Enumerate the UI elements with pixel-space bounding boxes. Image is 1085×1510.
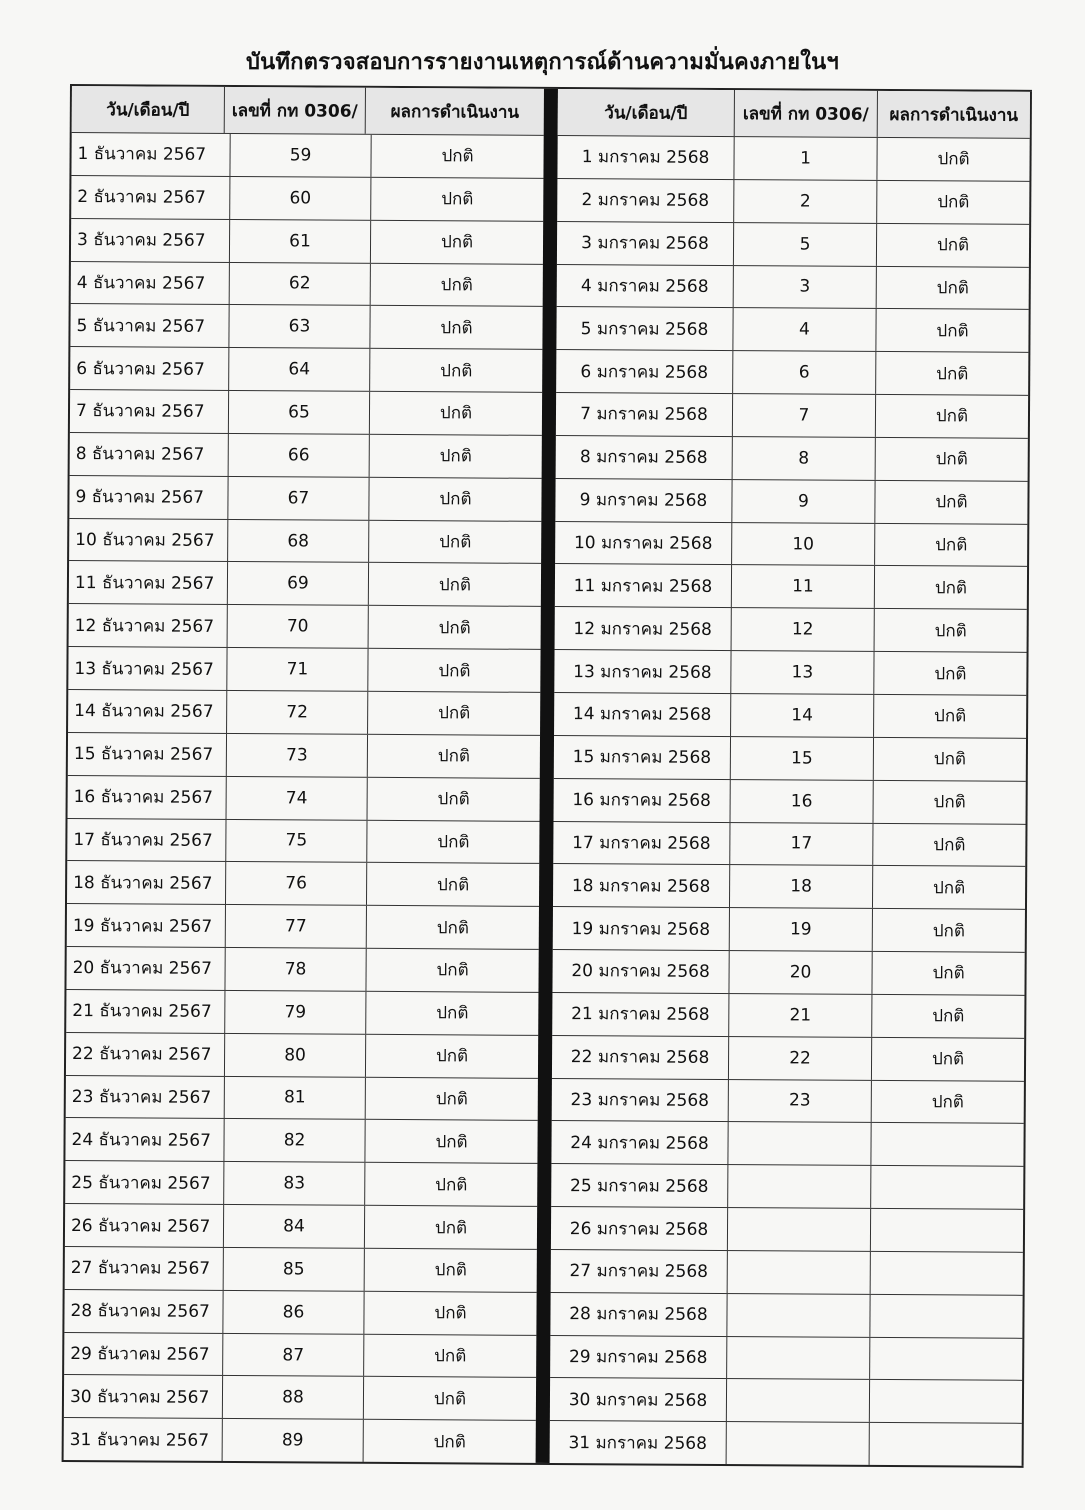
row-date: 9 ธันวาคม 2567: [75, 487, 205, 508]
december-section: [62, 86, 544, 1463]
table-row: [553, 906, 1025, 952]
row-result: ปกติ: [368, 478, 541, 521]
row-result: ปกติ: [368, 520, 541, 563]
row-result: ปกติ: [369, 306, 542, 349]
row-number: 15: [730, 737, 873, 780]
row-number: 23: [728, 1080, 871, 1123]
row-date: 14 ธันวาคม 2567: [74, 701, 214, 723]
row-date: 10 ธันวาคม 2567: [75, 530, 215, 551]
table-row: [67, 860, 539, 906]
table-row: [555, 563, 1027, 609]
row-number: 76: [225, 862, 366, 905]
row-result: ปกติ: [872, 866, 1025, 909]
table-row: [550, 1420, 1022, 1466]
table-row: [551, 1120, 1023, 1166]
table-row: [64, 1332, 536, 1378]
row-number: 5: [733, 223, 876, 266]
row-date: 26 ธันวาคม 2567: [70, 1215, 211, 1237]
row-date: 16 ธันวาคม 2567: [73, 787, 214, 808]
row-result: ปกติ: [369, 392, 542, 435]
row-date: 27 มกราคม 2568: [569, 1261, 709, 1283]
table-header-row: [72, 86, 544, 135]
row-result: ปกติ: [367, 777, 540, 820]
row-result: ปกติ: [364, 1163, 537, 1206]
table-row: [66, 946, 538, 992]
table-row: [70, 389, 542, 435]
row-date: 6 มกราคม 2568: [580, 361, 709, 383]
row-date: 21 มกราคม 2568: [571, 1004, 710, 1026]
table-row: [552, 1078, 1024, 1124]
row-date: 6 ธันวาคม 2567: [76, 358, 205, 380]
table-row: [66, 1075, 538, 1121]
row-number: 61: [229, 220, 370, 263]
incident-log-table: [62, 84, 1032, 1468]
row-result: ปกติ: [363, 1292, 536, 1335]
table-row: [552, 949, 1024, 995]
table-row: [67, 903, 539, 949]
table-row: [550, 1377, 1022, 1423]
table-row: [556, 392, 1028, 438]
row-result: ปกติ: [873, 781, 1026, 824]
row-result: ปกติ: [871, 1080, 1024, 1123]
row-number: 73: [226, 734, 367, 777]
table-row: [71, 218, 543, 264]
row-result: [870, 1209, 1023, 1252]
row-result: ปกติ: [370, 263, 543, 306]
row-number: 69: [227, 562, 368, 605]
table-row: [69, 603, 541, 649]
header-result: ผลการดำเนินงาน: [877, 91, 1030, 138]
row-date: 25 มกราคม 2568: [569, 1175, 709, 1197]
row-number: 85: [223, 1248, 364, 1291]
row-result: ปกติ: [367, 735, 540, 778]
row-number: 9: [731, 480, 874, 523]
row-result: [869, 1423, 1022, 1466]
table-row: [552, 1035, 1024, 1081]
row-number: [726, 1422, 869, 1465]
table-row: [550, 1292, 1022, 1338]
row-number: 86: [222, 1291, 363, 1334]
row-number: 84: [223, 1205, 364, 1248]
row-result: ปกติ: [370, 221, 543, 264]
january-section: [550, 89, 1032, 1466]
row-result: ปกติ: [365, 949, 538, 992]
row-result: ปกติ: [876, 181, 1029, 224]
table-row: [555, 521, 1027, 567]
table-row: [553, 863, 1025, 909]
row-result: ปกติ: [363, 1420, 536, 1463]
row-date: 22 มกราคม 2568: [570, 1047, 710, 1069]
row-result: ปกติ: [875, 309, 1028, 352]
row-number: 70: [227, 605, 368, 648]
table-row: [68, 646, 540, 692]
row-result: ปกติ: [367, 692, 540, 735]
row-number: 82: [223, 1119, 364, 1162]
row-date: 18 ธันวาคม 2567: [73, 872, 213, 894]
row-date: 1 มกราคม 2568: [581, 147, 710, 169]
row-number: [727, 1251, 870, 1294]
row-date: 23 มกราคม 2568: [570, 1090, 710, 1111]
row-number: 83: [223, 1162, 364, 1205]
row-date: 20 ธันวาคม 2567: [72, 958, 213, 980]
row-number: 75: [225, 819, 366, 862]
table-row: [65, 1117, 537, 1163]
row-date: 22 ธันวาคม 2567: [72, 1044, 212, 1066]
row-number: 11: [731, 565, 874, 608]
table-row: [65, 1160, 537, 1206]
row-result: [869, 1338, 1022, 1381]
row-result: ปกติ: [875, 438, 1028, 481]
row-result: ปกติ: [366, 820, 539, 863]
table-row: [68, 689, 540, 735]
table-row: [551, 1249, 1023, 1295]
table-row: [550, 1335, 1022, 1381]
row-date: 10 มกราคม 2568: [573, 533, 713, 554]
row-number: 89: [222, 1419, 363, 1462]
row-number: 12: [731, 608, 874, 651]
table-row: [557, 264, 1029, 310]
row-result: ปกติ: [370, 135, 543, 178]
row-date: 21 ธันวาคม 2567: [72, 1001, 212, 1023]
row-date: 8 มกราคม 2568: [579, 447, 708, 469]
row-date: 3 ธันวาคม 2567: [76, 230, 206, 251]
row-date: 7 มกราคม 2568: [580, 404, 708, 426]
row-result: ปกติ: [874, 481, 1027, 524]
row-result: ปกติ: [873, 652, 1026, 695]
row-result: ปกติ: [368, 606, 541, 649]
row-result: ปกติ: [366, 906, 539, 949]
row-date: 12 ธันวาคม 2567: [74, 615, 215, 637]
row-date: 13 มกราคม 2568: [573, 661, 712, 683]
table-row: [70, 432, 542, 478]
row-date: 2 ธันวาคม 2567: [77, 187, 206, 209]
table-row: [557, 178, 1029, 224]
table-row: [554, 649, 1026, 695]
table-row: [69, 475, 541, 521]
row-number: 3: [733, 266, 876, 309]
row-number: 14: [730, 694, 873, 737]
table-row: [556, 349, 1028, 395]
row-number: 63: [228, 305, 369, 348]
row-result: ปกติ: [875, 395, 1028, 438]
row-result: ปกติ: [875, 352, 1028, 395]
row-date: 5 มกราคม 2568: [580, 318, 709, 340]
table-row: [553, 820, 1025, 866]
row-date: 29 มกราคม 2568: [568, 1347, 708, 1368]
row-result: [870, 1252, 1023, 1295]
row-result: ปกติ: [874, 609, 1027, 652]
table-row: [557, 135, 1029, 181]
table-row: [65, 1246, 537, 1292]
row-date: 28 มกราคม 2568: [569, 1304, 708, 1326]
row-result: ปกติ: [369, 349, 542, 392]
row-result: ปกติ: [367, 649, 540, 692]
row-number: 77: [225, 905, 366, 948]
row-date: 27 ธันวาคม 2567: [70, 1258, 211, 1280]
row-result: ปกติ: [874, 524, 1027, 567]
row-result: ปกติ: [873, 695, 1026, 738]
row-number: 18: [729, 865, 872, 908]
row-number: 1: [733, 137, 876, 180]
row-date: 1 ธันวาคม 2567: [77, 144, 207, 166]
row-date: 18 มกราคม 2568: [571, 875, 711, 897]
table-row: [555, 478, 1027, 524]
row-number: 68: [227, 520, 368, 563]
table-row: [557, 221, 1029, 267]
row-date: 14 มกราคม 2568: [572, 704, 712, 726]
table-row: [71, 261, 543, 307]
row-date: 11 มกราคม 2568: [573, 575, 713, 597]
row-date: 31 มกราคม 2568: [568, 1432, 708, 1454]
table-row: [554, 735, 1026, 781]
row-number: 6: [732, 351, 875, 394]
row-date: 20 มกราคม 2568: [571, 961, 710, 983]
row-number: 21: [728, 994, 871, 1037]
row-result: ปกติ: [876, 138, 1029, 181]
table-row: [551, 1206, 1023, 1252]
row-number: 64: [228, 348, 369, 391]
row-number: 72: [226, 691, 367, 734]
table-row: [555, 606, 1027, 652]
row-result: ปกติ: [872, 823, 1025, 866]
row-number: [726, 1294, 869, 1337]
row-date: 24 มกราคม 2568: [570, 1132, 709, 1154]
table-row: [556, 435, 1028, 481]
row-date: 12 มกราคม 2568: [573, 618, 712, 640]
row-number: 17: [729, 823, 872, 866]
row-number: 66: [228, 434, 369, 477]
row-number: [726, 1380, 869, 1423]
row-number: 13: [730, 651, 873, 694]
table-row: [554, 778, 1026, 824]
row-date: 26 มกราคม 2568: [569, 1218, 709, 1240]
table-row: [552, 992, 1024, 1038]
header-date: วัน/เดือน/ปี: [604, 102, 688, 124]
row-date: 19 มกราคม 2568: [571, 918, 711, 940]
table-row: [71, 175, 543, 221]
row-date: 25 ธันวาคม 2567: [71, 1172, 211, 1194]
row-number: 20: [728, 951, 871, 994]
row-number: 87: [222, 1334, 363, 1377]
row-date: 23 ธันวาคม 2567: [71, 1087, 212, 1108]
row-result: ปกติ: [370, 178, 543, 221]
table-row: [70, 346, 542, 392]
table-row: [64, 1417, 536, 1463]
table-row: [68, 775, 540, 821]
row-date: 9 มกราคม 2568: [579, 490, 708, 512]
row-date: 15 มกราคม 2568: [572, 747, 712, 769]
table-row: [64, 1374, 536, 1420]
row-number: 74: [226, 777, 367, 820]
table-row: [66, 1032, 538, 1078]
table-row: [71, 132, 543, 178]
header-date: วัน/เดือน/ปี: [106, 99, 190, 121]
row-number: 88: [222, 1376, 363, 1419]
row-result: [869, 1380, 1022, 1423]
row-date: 19 ธันวาคม 2567: [72, 915, 213, 937]
row-date: 3 มกราคม 2568: [581, 233, 709, 255]
row-result: ปกติ: [871, 995, 1024, 1038]
row-result: ปกติ: [876, 224, 1029, 267]
row-result: ปกติ: [364, 1120, 537, 1163]
row-result: ปกติ: [363, 1334, 536, 1377]
row-date: 31 ธันวาคม 2567: [69, 1429, 210, 1451]
row-number: [727, 1208, 870, 1251]
row-number: 62: [229, 263, 370, 306]
row-date: 15 ธันวาคม 2567: [73, 744, 214, 766]
row-number: 2: [733, 180, 876, 223]
row-number: 10: [731, 523, 874, 566]
row-result: ปกติ: [871, 952, 1024, 995]
table-row: [66, 989, 538, 1035]
table-row: [70, 303, 542, 349]
row-date: 28 ธันวาคม 2567: [70, 1301, 210, 1323]
row-number: [726, 1337, 869, 1380]
row-result: ปกติ: [871, 1038, 1024, 1081]
header-result: ผลการดำเนินงาน: [365, 88, 544, 135]
table-row: [69, 518, 541, 564]
row-number: 78: [224, 948, 365, 991]
row-date: 17 ธันวาคม 2567: [73, 829, 213, 851]
row-result: ปกติ: [363, 1377, 536, 1420]
table-row: [68, 732, 540, 778]
row-result: ปกติ: [365, 1035, 538, 1078]
row-number: 16: [730, 780, 873, 823]
row-date: 16 มกราคม 2568: [572, 790, 711, 812]
row-date: 30 มกราคม 2568: [568, 1389, 708, 1411]
row-number: 81: [224, 1077, 365, 1120]
row-date: 24 ธันวาคม 2567: [71, 1129, 211, 1151]
document-title: บันทึกตรวจสอบการรายงานเหตุการณ์ด้านความมั่นคงภายในฯ: [246, 50, 839, 75]
table-row: [69, 560, 541, 606]
table-row: [67, 817, 539, 863]
table-row: [554, 692, 1026, 738]
row-number: 60: [229, 177, 370, 220]
row-result: ปกติ: [368, 563, 541, 606]
row-number: 65: [228, 391, 369, 434]
row-number: [727, 1122, 870, 1165]
row-result: [870, 1123, 1023, 1166]
row-number: 71: [226, 648, 367, 691]
table-row: [556, 306, 1028, 352]
row-date: 4 มกราคม 2568: [580, 276, 709, 297]
row-result: ปกติ: [365, 992, 538, 1035]
row-result: ปกติ: [873, 738, 1026, 781]
row-result: ปกติ: [874, 566, 1027, 609]
row-result: ปกติ: [366, 863, 539, 906]
row-result: [869, 1295, 1022, 1338]
header-number: เลขที่ กท 0306/: [734, 90, 877, 137]
row-date: 13 ธันวาคม 2567: [74, 658, 214, 680]
table-row: [551, 1163, 1023, 1209]
table-row: [64, 1289, 536, 1335]
row-date: 4 ธันวาคม 2567: [76, 272, 206, 294]
row-result: ปกติ: [364, 1249, 537, 1292]
table-header-row: [558, 89, 1030, 138]
row-date: 7 ธันวาคม 2567: [75, 401, 205, 423]
row-number: 7: [732, 394, 875, 437]
row-result: ปกติ: [872, 909, 1025, 952]
row-result: [870, 1166, 1023, 1209]
row-date: 11 ธันวาคม 2567: [74, 572, 215, 594]
row-result: ปกติ: [876, 266, 1029, 309]
row-number: 79: [224, 991, 365, 1034]
row-date: 5 ธันวาคม 2567: [76, 315, 206, 337]
row-date: 2 มกราคม 2568: [581, 190, 710, 212]
row-number: [727, 1165, 870, 1208]
row-number: 80: [224, 1034, 365, 1077]
row-number: 8: [732, 437, 875, 480]
row-date: 17 มกราคม 2568: [572, 833, 711, 854]
row-number: 4: [732, 308, 875, 351]
header-number: เลขที่ กท 0306/: [224, 87, 365, 134]
row-date: 29 ธันวาคม 2567: [70, 1344, 210, 1365]
table-row: [65, 1203, 537, 1249]
row-number: 22: [728, 1037, 871, 1080]
row-number: 19: [729, 908, 872, 951]
row-result: ปกติ: [369, 435, 542, 478]
row-result: ปกติ: [364, 1206, 537, 1249]
row-date: 8 ธันวาคม 2567: [75, 444, 205, 466]
row-number: 67: [227, 477, 368, 520]
row-number: 59: [229, 134, 370, 177]
row-result: ปกติ: [365, 1077, 538, 1120]
row-date: 30 ธันวาคม 2567: [69, 1386, 210, 1408]
